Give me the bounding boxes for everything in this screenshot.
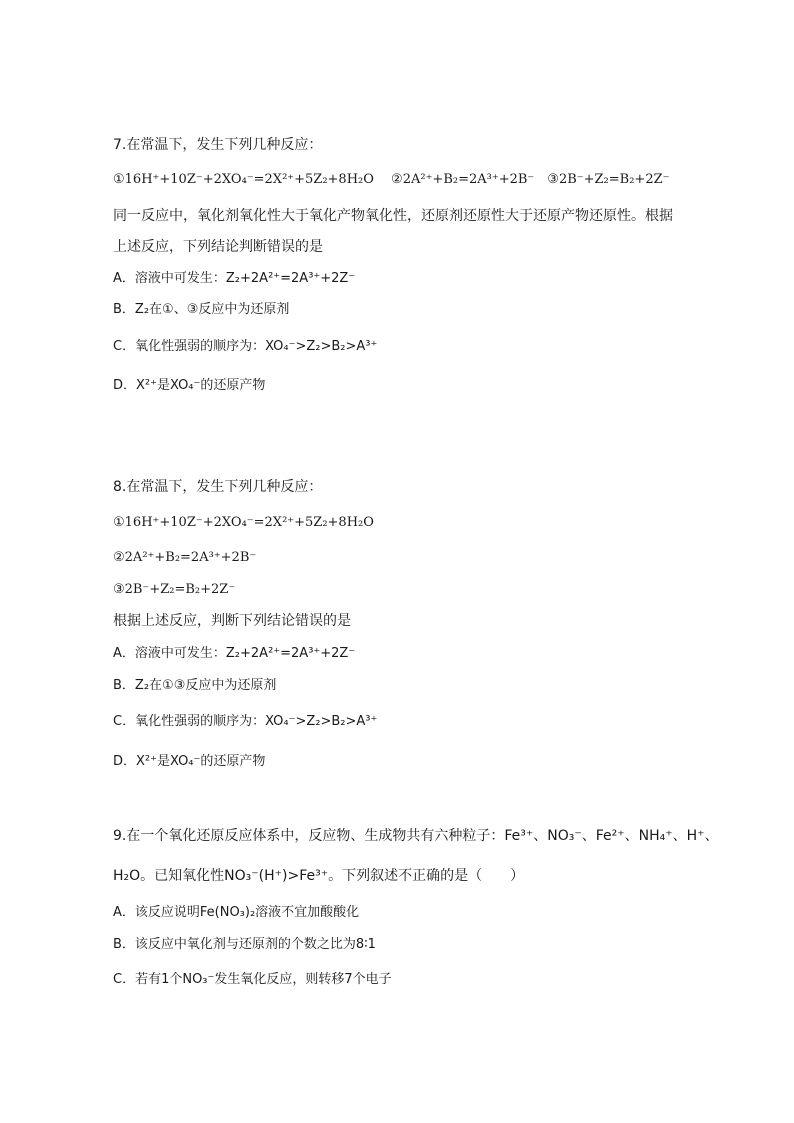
q7-option-d: D．X²⁺是XO₄⁻的还原产物 <box>113 378 266 393</box>
q9-option-a: A．该反应说明Fe(NO₃)₂溶液不宜加酸酸化 <box>113 905 360 920</box>
q9-stem-line1: 9.在一个氧化还原反应体系中，反应物、生成物共有六种粒子：Fe³⁺、NO₃⁻、Fe²⁺、NH₄⁺、H⁺、 <box>113 828 719 844</box>
q7-reactions: ①16H⁺+10Z⁻+2XO₄⁻=2X²⁺+5Z₂+8H₂O ②2A²⁺+B₂=2A³⁺+2B⁻ ③2B⁻+Z₂=B₂+2Z⁻ <box>113 172 670 187</box>
q7-option-c: C．氧化性强弱的顺序为：XO₄⁻>Z₂>B₂>A³⁺ <box>113 339 378 354</box>
q7-stem-line2: 上述反应，下列结论判断错误的是 <box>113 239 323 255</box>
q8-option-a: A．溶液中可发生：Z₂+2A²⁺=2A³⁺+2Z⁻ <box>113 646 356 661</box>
q8-reaction-1: ①16H⁺+10Z⁻+2XO₄⁻=2X²⁺+5Z₂+8H₂O <box>113 515 374 530</box>
q9-stem-line2: H₂O。已知氧化性NO₃⁻(H⁺)>Fe³⁺。下列叙述不正确的是（ ） <box>113 868 525 884</box>
q7-title: 7.在常温下，发生下列几种反应： <box>113 137 323 153</box>
q8-option-c: C．氧化性强弱的顺序为：XO₄⁻>Z₂>B₂>A³⁺ <box>113 714 378 729</box>
q8-title: 8.在常温下，发生下列几种反应： <box>113 479 323 495</box>
q8-reaction-3: ③2B⁻+Z₂=B₂+2Z⁻ <box>113 582 236 597</box>
q8-option-b: B．Z₂在①③反应中为还原剂 <box>113 678 277 693</box>
q8-stem: 根据上述反应，判断下列结论错误的是 <box>113 613 351 629</box>
q8-option-d: D．X²⁺是XO₄⁻的还原产物 <box>113 754 266 769</box>
q7-option-b: B．Z₂在①、③反应中为还原剂 <box>113 302 290 317</box>
q8-reaction-2: ②2A²⁺+B₂=2A³⁺+2B⁻ <box>113 550 257 565</box>
q7-option-a: A．溶液中可发生：Z₂+2A²⁺=2A³⁺+2Z⁻ <box>113 271 356 286</box>
q7-stem-line1: 同一反应中，氧化剂氧化性大于氧化产物氧化性，还原剂还原性大于还原产物还原性。根据 <box>113 208 673 224</box>
q9-option-c: C．若有1个NO₃⁻发生氧化反应，则转移7个电子 <box>113 972 392 987</box>
q9-option-b: B．该反应中氧化剂与还原剂的个数之比为8∶1 <box>113 937 376 952</box>
